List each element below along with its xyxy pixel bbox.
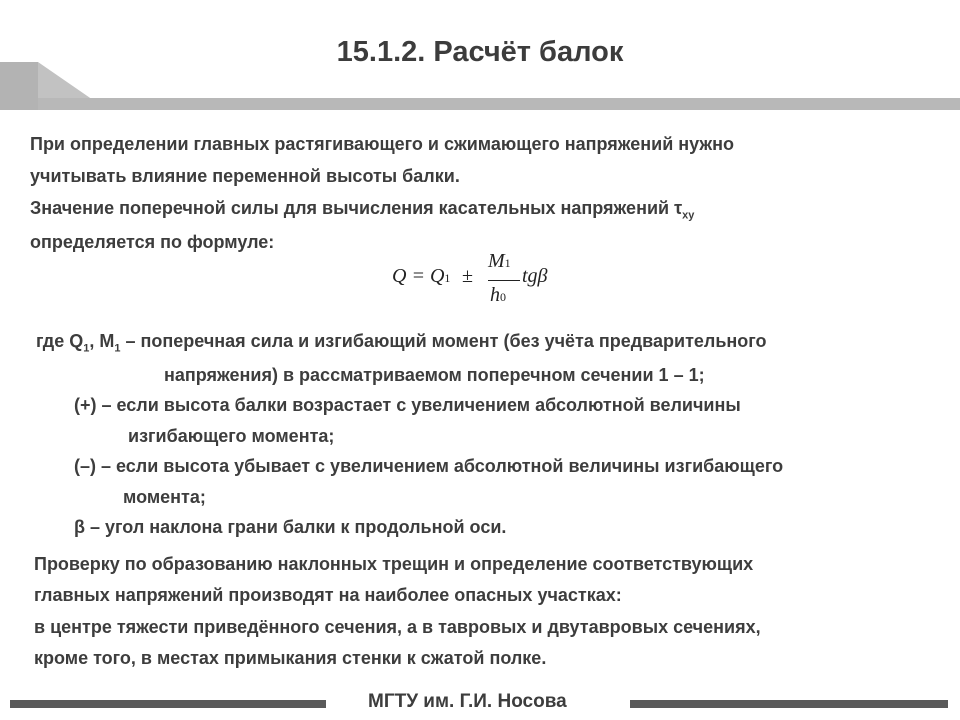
definition-plus-line: (+) – если высота балки возрастает с увеличением абсолютной величины xyxy=(74,395,741,415)
footer-rule-right xyxy=(630,700,948,708)
paragraph-2-text: Значение поперечной силы для вычисления касательных напряжений τ xyxy=(30,198,683,218)
header-rule xyxy=(38,98,960,110)
formula-numerator: M1 xyxy=(488,250,511,272)
paragraph-3-line-1: Проверку по образованию наклонных трещин и определение соответствующих xyxy=(34,554,754,574)
tau-subscript: xy xyxy=(682,209,695,222)
definition-minus-line: (–) – если высота убывает с увеличением абсолютной величины изгибающего xyxy=(74,456,784,476)
definition-beta-line: β – угол наклона грани балки к продольной оси. xyxy=(74,517,507,537)
paragraph-1-line-2: учитывать влияние переменной высоты балки. xyxy=(30,166,460,186)
formula-tail: tgβ xyxy=(522,265,548,287)
paragraph-3-line-2: главных напряжений производят на наиболее опасных участках: xyxy=(34,585,622,605)
paragraph-2-line-2: определяется по формуле: xyxy=(30,232,275,252)
paragraph-2-line-1 xyxy=(30,198,694,222)
slide-title: 15.1.2. Расчёт балок xyxy=(336,36,624,68)
paragraph-1-line-1: При определении главных растягивающего и сжимающего напряжений нужно xyxy=(30,134,735,154)
formula-fraction-bar xyxy=(488,280,520,281)
definition-plus-continuation: изгибающего момента; xyxy=(128,426,335,446)
definition-where-line: где $Q_1$, $M_1$ – поперечная сила и изгибающий момент (без учёта предварительного xyxy=(36,331,767,355)
footer-rule-left xyxy=(10,700,326,708)
definition-minus-continuation: момента; xyxy=(123,487,206,507)
formula-lhs: Q = Q1 xyxy=(392,265,451,287)
formula-denominator: h0 xyxy=(490,284,506,306)
paragraph-3-line-3: в центре тяжести приведённого сечения, а в тавровых и двутавровых сечениях, xyxy=(34,617,761,637)
definition-where-continuation: напряжения) в рассматриваемом поперечном сечении 1 – 1; xyxy=(164,365,705,385)
footer-organization: МГТУ им. Г.И. Носова xyxy=(368,691,567,712)
paragraph-3-line-4: кроме того, в местах примыкания стенки к сжатой полке. xyxy=(34,648,547,668)
formula-plus-minus: ± xyxy=(462,265,473,287)
header-decoration-block xyxy=(0,62,38,110)
